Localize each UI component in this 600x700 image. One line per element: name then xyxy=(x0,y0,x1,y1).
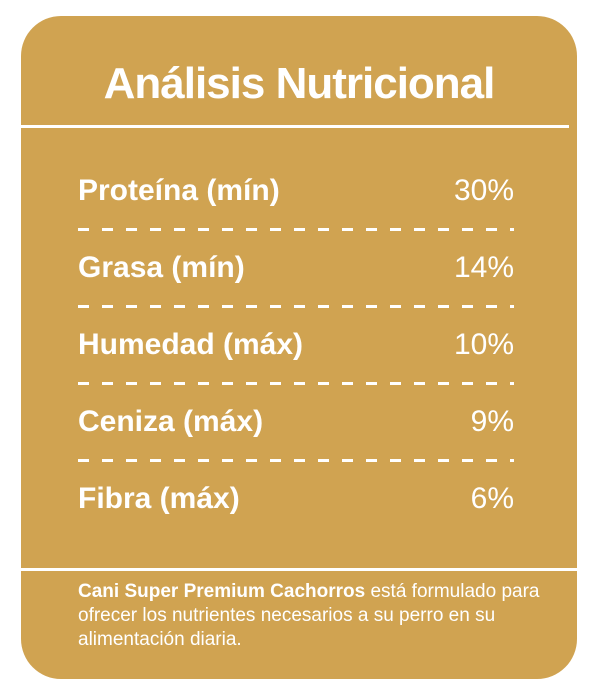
footer-description-text: está formulado para ofrecer los nutrientes necesarios a su perro en su alimentación diaria. xyxy=(78,581,540,650)
nutrient-row xyxy=(78,308,514,382)
nutrient-value: 9% xyxy=(470,405,514,438)
nutrient-label: Humedad (máx) xyxy=(78,328,304,361)
nutrient-label: Grasa (mín) xyxy=(78,251,245,284)
nutrient-label: Fibra (máx) xyxy=(78,482,240,515)
card-title: Análisis Nutricional xyxy=(103,59,495,108)
title-underline xyxy=(13,125,569,128)
nutrient-label: Ceniza (máx) xyxy=(78,405,264,438)
nutrient-label: Proteína (mín) xyxy=(78,174,280,207)
nutrient-row xyxy=(78,385,514,459)
nutrient-row xyxy=(78,231,514,305)
footer-description xyxy=(78,580,548,652)
footer-divider xyxy=(21,568,577,571)
nutrient-row xyxy=(78,462,514,536)
nutrient-value: 10% xyxy=(453,328,514,361)
nutrient-row xyxy=(78,154,514,228)
nutrient-value: 14% xyxy=(453,251,514,284)
product-name: Cani Super Premium Cachorros xyxy=(78,581,366,602)
nutrient-value: 6% xyxy=(470,482,514,515)
nutrition-card xyxy=(21,16,577,679)
nutrient-table xyxy=(78,154,514,536)
nutrient-value: 30% xyxy=(453,174,514,207)
